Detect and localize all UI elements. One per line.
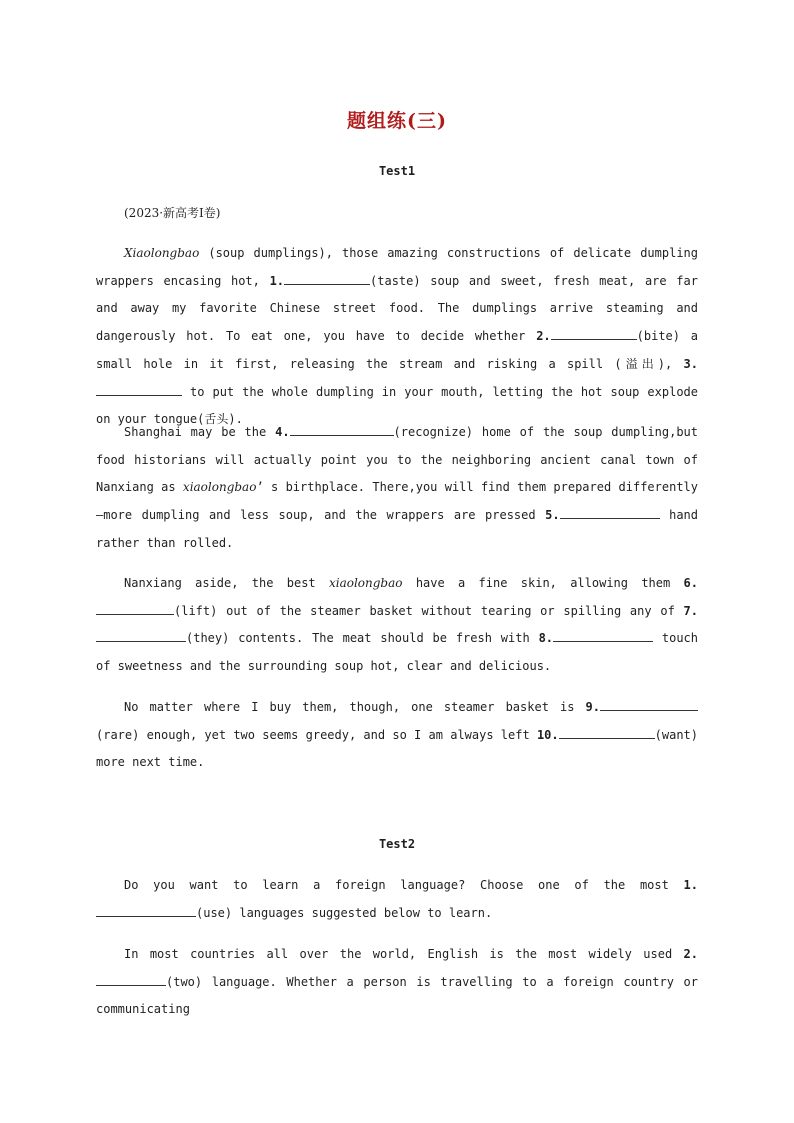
text-run: (two) language. Whether a person is travelling to a foreign country or communicating <box>96 974 698 1017</box>
blank-number-5: 5. <box>545 508 560 523</box>
test1-source: (2023·新高考Ⅰ卷) <box>124 206 221 220</box>
text-run: touch of sweetness and the surrounding soup hot, clear and delicious. <box>96 631 698 674</box>
blank-number-2: 2. <box>536 329 551 344</box>
text-run: (lift) out of the steamer basket without tearing or spilling any of <box>174 603 684 618</box>
test1-paragraph-2 <box>96 419 698 558</box>
blank-number-2: 2. <box>683 947 698 961</box>
test1-paragraph-1 <box>96 240 698 434</box>
test1-heading: Test1 <box>378 164 416 178</box>
blank-number-8: 8. <box>538 631 554 646</box>
text-run: (taste) soup and sweet, fresh meat, are far and away my favorite Chinese street food. The dumplings arrive steaming and dangerously hot. To eat one, you have to decide whether <box>96 273 698 344</box>
blank-number-3: 3. <box>683 356 698 371</box>
blank-number-4: 4. <box>275 425 290 439</box>
test1-paragraph-4 <box>96 694 698 777</box>
text-run: (soup dumplings), those amazing constructions of delicate dumpling wrappers encasing hot, <box>96 246 698 288</box>
blank-number-9: 9. <box>585 700 600 714</box>
text-run: to put the whole dumpling in your mouth, letting the hot soup explode on your tongue(舌头). <box>96 384 698 427</box>
text-run: (bite) a small hole in it first, releasing the stream and risking a spill (溢出), <box>96 329 699 371</box>
text-run: Do you want to learn a foreign language? Choose one of the most <box>124 878 684 892</box>
italic-term: Xiaolongbao <box>124 246 200 260</box>
answer-blank-5[interactable] <box>560 506 660 519</box>
answer-blank-3[interactable] <box>96 383 182 396</box>
text-run: ’ s birthplace. There,you will find them prepared differently—more dumpling and less soup, and the wrappers are pressed <box>96 480 699 523</box>
answer-blank-1[interactable] <box>284 272 370 285</box>
text-run: No matter where I buy them, though, one steamer basket is <box>124 700 586 714</box>
answer-blank-4[interactable] <box>290 423 394 436</box>
blank-number-1: 1. <box>683 878 698 892</box>
answer-blank-10[interactable] <box>559 726 655 739</box>
text-run: (rare) enough, yet two seems greedy, and so I am always left <box>96 727 537 742</box>
blank-number-7: 7. <box>683 603 698 618</box>
test2-heading: Test2 <box>378 837 416 851</box>
answer-blank-6[interactable] <box>96 602 174 615</box>
answer-blank-1[interactable] <box>96 904 196 917</box>
text-run: Nanxiang aside, the best <box>124 576 329 590</box>
answer-blank-2[interactable] <box>96 973 166 986</box>
blank-number-10: 10. <box>536 727 559 742</box>
italic-term: xiaolongbao <box>182 480 257 495</box>
text-run: have a fine skin, allowing them <box>402 576 684 590</box>
answer-blank-2[interactable] <box>551 327 637 340</box>
text-run: (recognize) home of the soup dumpling,but food historians will actually point you to the neighboring ancient canal town of Nanxiang as <box>96 425 698 495</box>
text-run: In most countries all over the world, English is the most widely used <box>124 947 684 961</box>
answer-blank-8[interactable] <box>553 629 653 642</box>
test2-paragraph-1 <box>96 872 698 927</box>
text-run: (they) contents. The meat should be fresh with <box>186 631 539 646</box>
text-run: Shanghai may be the <box>124 425 276 439</box>
italic-term: xiaolongbao <box>328 576 403 590</box>
page-title: 题组练(三) <box>347 110 447 132</box>
text-run: (want) more next time. <box>96 727 698 770</box>
test2-paragraph-2 <box>96 941 698 1024</box>
test1-paragraph-3 <box>96 570 698 681</box>
text-run: (use) languages suggested below to learn. <box>196 905 493 920</box>
text-run: hand rather than rolled. <box>96 508 698 550</box>
blank-number-1: 1. <box>269 273 285 288</box>
blank-number-6: 6. <box>683 576 698 590</box>
answer-blank-9[interactable] <box>600 698 698 711</box>
answer-blank-7[interactable] <box>96 629 186 642</box>
